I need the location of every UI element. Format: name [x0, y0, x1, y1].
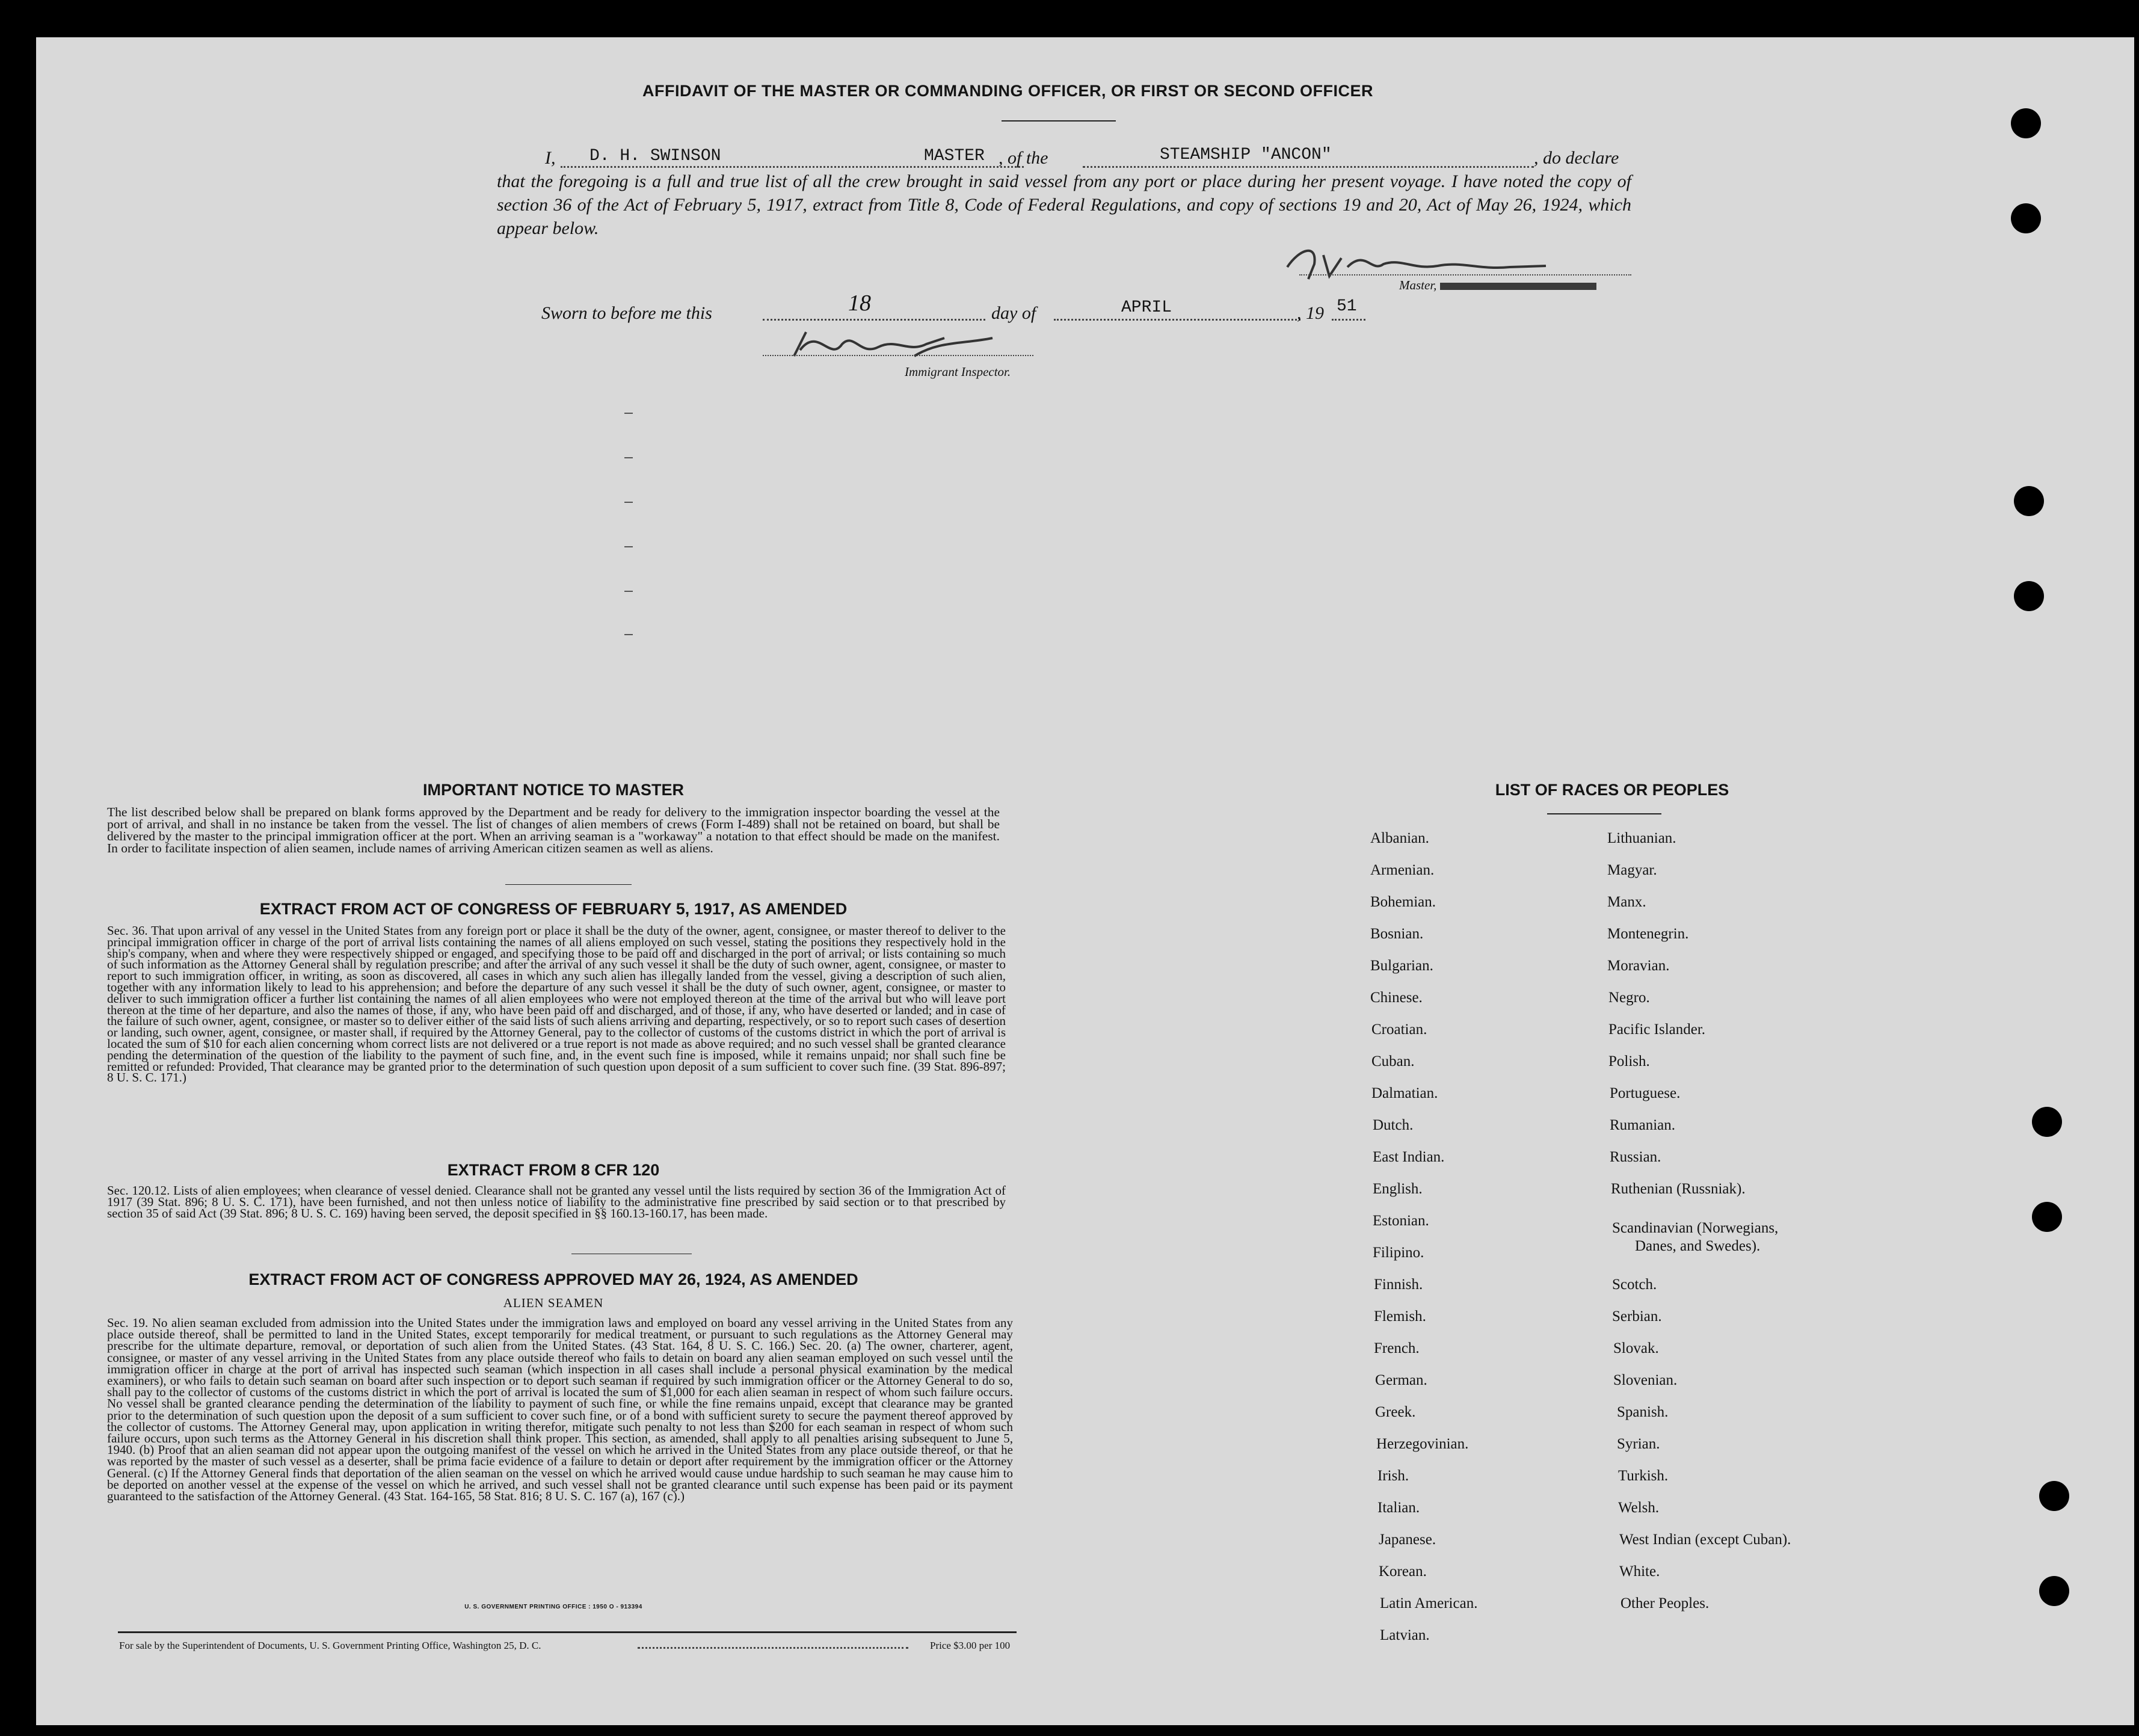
declaration-text: that the foregoing is a full and true list of all the crew brought in said vessel from any port or place during her present voyage. I have noted the copy of section 36 of the Act of February 5, 1917, extract from Title 8, Code of Federal Regulations, and copy of sections 19 and 20, Act of May 26, 1924, which appear below. [497, 171, 1631, 238]
race-left-item: Albanian. [1370, 830, 1429, 846]
races-heading-underline [1547, 813, 1661, 814]
footer-leader [638, 1647, 908, 1649]
footer-left: For sale by the Superintendent of Documents, U. S. Government Printing Office, Washington 25, D. C. [119, 1640, 541, 1651]
races-heading: LIST OF RACES OR PEOPLES [1495, 781, 1729, 799]
margin-tick [624, 457, 633, 458]
margin-tick [624, 591, 633, 592]
race-right-item: Syrian. [1617, 1436, 1660, 1452]
race-left-item: French. [1374, 1340, 1420, 1356]
race-right-item: Spanish. [1617, 1404, 1669, 1420]
printing-office-line: U. S. GOVERNMENT PRINTING OFFICE : 1950 O - 913394 [464, 1604, 642, 1610]
race-right-item: Manx. [1607, 894, 1646, 910]
extract-cfr-text: Sec. 120.12. Lists of alien employees; when clearance of vessel denied. Clearance shall not be granted any vessel until the lists required by section 36 of the Immigration Act of 1917 (39 Stat. 896; 8 U. S. C. 171), have been furnished, and not then unless notice of liability to the administrative fine prescribed by said section or to that prescribed by section 35 of said Act (39 Stat. 896; 8 U. S. C. 169) having been served, the deposit specified in §§ 160.13-160.17, has been made. [107, 1183, 1006, 1220]
do-declare-label: , do declare [1534, 148, 1619, 168]
race-right-item: West Indian (except Cuban). [1619, 1531, 1791, 1548]
extract-1917-text: Sec. 36. That upon arrival of any vessel in the United States from any foreign port or place it shall be the duty of the owner, agent, consignee, or master thereof to deliver to the principal immigration officer in charge of the port of arrival lists containing the names of all aliens employed on such vessel, stating the positions they respectively hold in the ship's company, when and where they were respectively shipped or engaged, and specifying those to be paid off and discharged in the port of arrival; or lists containing so much of such information as the Attorney General shall by regulation prescribe; and after the arrival of any such vessel it shall be the duty of such owner, agent, consignee, or master to report to such immigration officer, in writing, as soon as discovered, all cases in which any such alien has illegally landed from the vessel, giving a description of such alien, together with any information likely to lead to his apprehension; and before the departure of any such vessel it shall be the duty of such owner, agent, consignee, or master to deliver to such immigration officer a further list containing the names of all alien employees who were not employed thereon at the time of the arrival but who will leave port thereon at the time of her departure, and also the names of those, if any, who have been paid off and discharged, and of those, if any, who have deserted or landed; and in case of the failure of such owner, agent, consignee, or master so to deliver either of the said lists of such aliens arriving and departing, respectively, or so to report such cases of desertion or landing, such owner, agent, consignee, or master shall, if required by the Attorney General, pay to the collector of customs of the customs district in which the port of arrival is located the sum of $10 for each alien concerning whom correct lists are not delivered or a true report is not made as above required; and no such vessel shall be granted clearance pending the determination of the question of the liability to the payment of such fine, and, in the event such fine is imposed, while it remains unpaid; nor shall such fine be remitted or refunded: Provided, That clearance may be granted prior to the determination of such question upon deposit of a sum sufficient to cover such fine. (39 Stat. 896-897; 8 U. S. C. 171.) [107, 923, 1006, 1085]
notice-heading: IMPORTANT NOTICE TO MASTER [423, 781, 684, 799]
race-right-item: Rumanian. [1610, 1117, 1676, 1133]
race-right-item: Scotch. [1612, 1276, 1657, 1293]
month-line [1054, 319, 1300, 321]
race-left-item: Armenian. [1370, 862, 1435, 878]
footer-rule [118, 1631, 1017, 1633]
vessel-name: STEAMSHIP "ANCON" [1160, 146, 1332, 164]
race-left-item: German. [1375, 1372, 1427, 1388]
name-line [561, 166, 1024, 168]
race-left-item: Bulgarian. [1370, 958, 1433, 974]
race-left-item: Italian. [1377, 1500, 1420, 1516]
race-left-item: Latvian. [1380, 1627, 1430, 1643]
punch-hole [2039, 1481, 2069, 1511]
race-left-item: Greek. [1375, 1404, 1416, 1420]
race-right-item: Negro. [1608, 990, 1650, 1006]
race-right-item: Portuguese. [1610, 1085, 1681, 1101]
master-signature-line [1299, 274, 1631, 275]
year-suffix: 51 [1337, 297, 1357, 316]
race-right-item: Magyar. [1607, 862, 1657, 878]
punch-hole [2011, 108, 2041, 138]
race-left-item: Dutch. [1373, 1117, 1414, 1133]
punch-hole [2032, 1107, 2062, 1137]
extract-cfr-heading: EXTRACT FROM 8 CFR 120 [447, 1161, 660, 1179]
day-value: 18 [848, 291, 871, 316]
month-value: APRIL [1121, 298, 1172, 317]
race-right-item: Welsh. [1618, 1500, 1660, 1516]
margin-tick [624, 634, 633, 635]
race-right-item: Ruthenian (Russniak). [1611, 1181, 1746, 1197]
race-left-item: Korean. [1379, 1563, 1427, 1580]
year-line [1332, 319, 1365, 321]
of-the-label: , of the [999, 148, 1048, 168]
year-prefix: , 19 [1297, 303, 1324, 323]
race-left-item: Estonian. [1373, 1213, 1429, 1229]
punch-hole [2032, 1202, 2062, 1232]
race-left-item: Japanese. [1379, 1531, 1436, 1548]
race-right-item: Turkish. [1618, 1468, 1669, 1484]
race-right-item: Moravian. [1607, 958, 1670, 974]
punch-hole [2014, 486, 2044, 516]
master-rank: MASTER [924, 147, 985, 165]
title-underline [1002, 120, 1116, 122]
race-right-item: Pacific Islander. [1608, 1021, 1706, 1038]
affidavit-title: AFFIDAVIT OF THE MASTER OR COMMANDING OFFICER, OR FIRST OR SECOND OFFICER [642, 82, 1373, 100]
margin-tick [624, 502, 633, 503]
punch-hole [2039, 1576, 2069, 1606]
race-right-item: Serbian. [1612, 1308, 1662, 1325]
race-left-item: Bohemian. [1370, 894, 1436, 910]
sworn-label: Sworn to before me this [541, 303, 712, 323]
vessel-line [1083, 166, 1534, 168]
race-left-item: Latin American. [1380, 1595, 1478, 1611]
race-right-item: Slovak. [1613, 1340, 1659, 1356]
race-right-item: Montenegrin. [1607, 926, 1689, 942]
punch-hole [2014, 581, 2044, 611]
race-right-item: Danes, and Swedes). [1635, 1238, 1761, 1254]
notice-divider [505, 884, 632, 885]
alien-seamen-subheading: ALIEN SEAMEN [503, 1296, 604, 1310]
inspector-caption: Immigrant Inspector. [905, 365, 1011, 379]
punch-hole [2011, 203, 2041, 233]
margin-tick [624, 546, 633, 547]
master-name: D. H. SWINSON [589, 147, 721, 165]
extract-1917-heading: EXTRACT FROM ACT OF CONGRESS OF FEBRUARY 5, 1917, AS AMENDED [259, 900, 848, 918]
day-of-label: day of [991, 303, 1036, 323]
inspector-signature-line [763, 355, 1033, 356]
race-left-item: East Indian. [1373, 1149, 1445, 1165]
extract-1924-heading: EXTRACT FROM ACT OF CONGRESS APPROVED MAY 26, 1924, AS AMENDED [248, 1270, 858, 1288]
race-left-item: Chinese. [1370, 990, 1423, 1006]
race-right-item: Scandinavian (Norwegians, [1612, 1220, 1779, 1236]
race-left-item: Croatian. [1371, 1021, 1427, 1038]
race-left-item: Cuban. [1371, 1053, 1415, 1070]
extract-1924-text: Sec. 19. No alien seaman excluded from admission into the United States under the immigration laws and employed on board any vessel arriving in the United States from any place outside thereof, shall be permitted to land in the United States, except temporarily for medical treatment, or pursuant to such regulations as the Attorney General may prescribe for the ultimate departure, removal, or deportation of such alien from the United States. (43 Stat. 164, 8 U. S. C. 166.) Sec. 20. (a) The owner, charterer, agent, consignee, or master of any vessel arriving in the United States from any place outside thereof who fails to detain on board any alien seaman employed on such vessel until the immigration officer in charge at the port of arrival has inspected such seaman (which inspection in all cases shall include a personal physical examination by the medical examiners), or who fails to detain such seaman on board after such inspection or to deport such seaman if required by such immigration officer or the Attorney General to do so, shall pay to the collector of customs of the customs district in which the port of arrival is located the sum of $1,000 for each alien seaman in respect of whom such failure occurs. No vessel shall be granted clearance pending the determination of the liability to payment of such fine, or while the fine remains unpaid, except that clearance may be granted prior to the determination of such question upon the deposit of a sum sufficient to cover such fine, or of a bond with sufficient surety to secure the payment thereof approved by the collector of customs. The Attorney General may, upon application in writing therefor, mitigate such penalty to not less than $200 for each seaman in respect of whom such failure occurs, upon such terms as the Attorney General in his discretion shall think proper. This section, as amended, shall apply to all penalties arising subsequent to June 5, 1940. (b) Proof that an alien seaman did not appear upon the outgoing manifest of the vessel on which he arrived in the United States from any place outside thereof, or that he was reported by the master of such vessel as a deserter, shall be prima facie evidence of a failure to detain or deport after requirement by the immigration officer or the Attorney General. (c) If the Attorney General finds that deportation of the alien seaman on the vessel on which he arrived would cause undue hardship to such seaman he may cause him to be deported on another vessel at the expense of the vessel on which he arrived, and such vessel shall not be granted clearance until such expense has been paid or its payment guaranteed to the satisfaction of the Attorney General. (43 Stat. 164-165, 58 Stat. 816; 8 U. S. C. 167 (a), 167 (c).) [107, 1316, 1013, 1504]
race-right-item: Russian. [1610, 1149, 1661, 1165]
race-right-item: Slovenian. [1613, 1372, 1678, 1388]
race-left-item: Finnish. [1374, 1276, 1423, 1293]
notice-text: The list described below shall be prepared on blank forms approved by the Department and be ready for delivery to the immigration inspector boarding the vessel at the port of arrival, and shall in no instance be taken from the vessel. The list of changes of alien members of crews (Form I-489) shall not be retained on board, but shall be delivered by the master to the principal immigration officer at the port. When an arriving seaman is a "workaway" a notation to that effect should be made on the manifest. In order to facilitate inspection of alien seamen, include names of arriving American citizen seamen as well as aliens. [107, 805, 1000, 855]
race-left-item: Herzegovinian. [1376, 1436, 1469, 1452]
race-right-item: White. [1619, 1563, 1660, 1580]
race-left-item: Flemish. [1374, 1308, 1426, 1325]
race-right-item: Lithuanian. [1607, 830, 1676, 846]
race-left-item: Bosnian. [1370, 926, 1424, 942]
signature-caption-prefix: Master, [1399, 278, 1437, 292]
struck-titles [1440, 283, 1596, 290]
race-right-item: Other Peoples. [1620, 1595, 1710, 1611]
margin-tick [624, 413, 633, 414]
race-left-item: Dalmatian. [1371, 1085, 1438, 1101]
race-left-item: Irish. [1377, 1468, 1409, 1484]
race-left-item: English. [1373, 1181, 1423, 1197]
i-label: I, [545, 148, 556, 168]
footer-right: Price $3.00 per 100 [930, 1640, 1011, 1651]
signature-caption [1399, 278, 1596, 293]
race-right-item: Polish. [1608, 1053, 1650, 1070]
race-left-item: Filipino. [1373, 1245, 1424, 1261]
